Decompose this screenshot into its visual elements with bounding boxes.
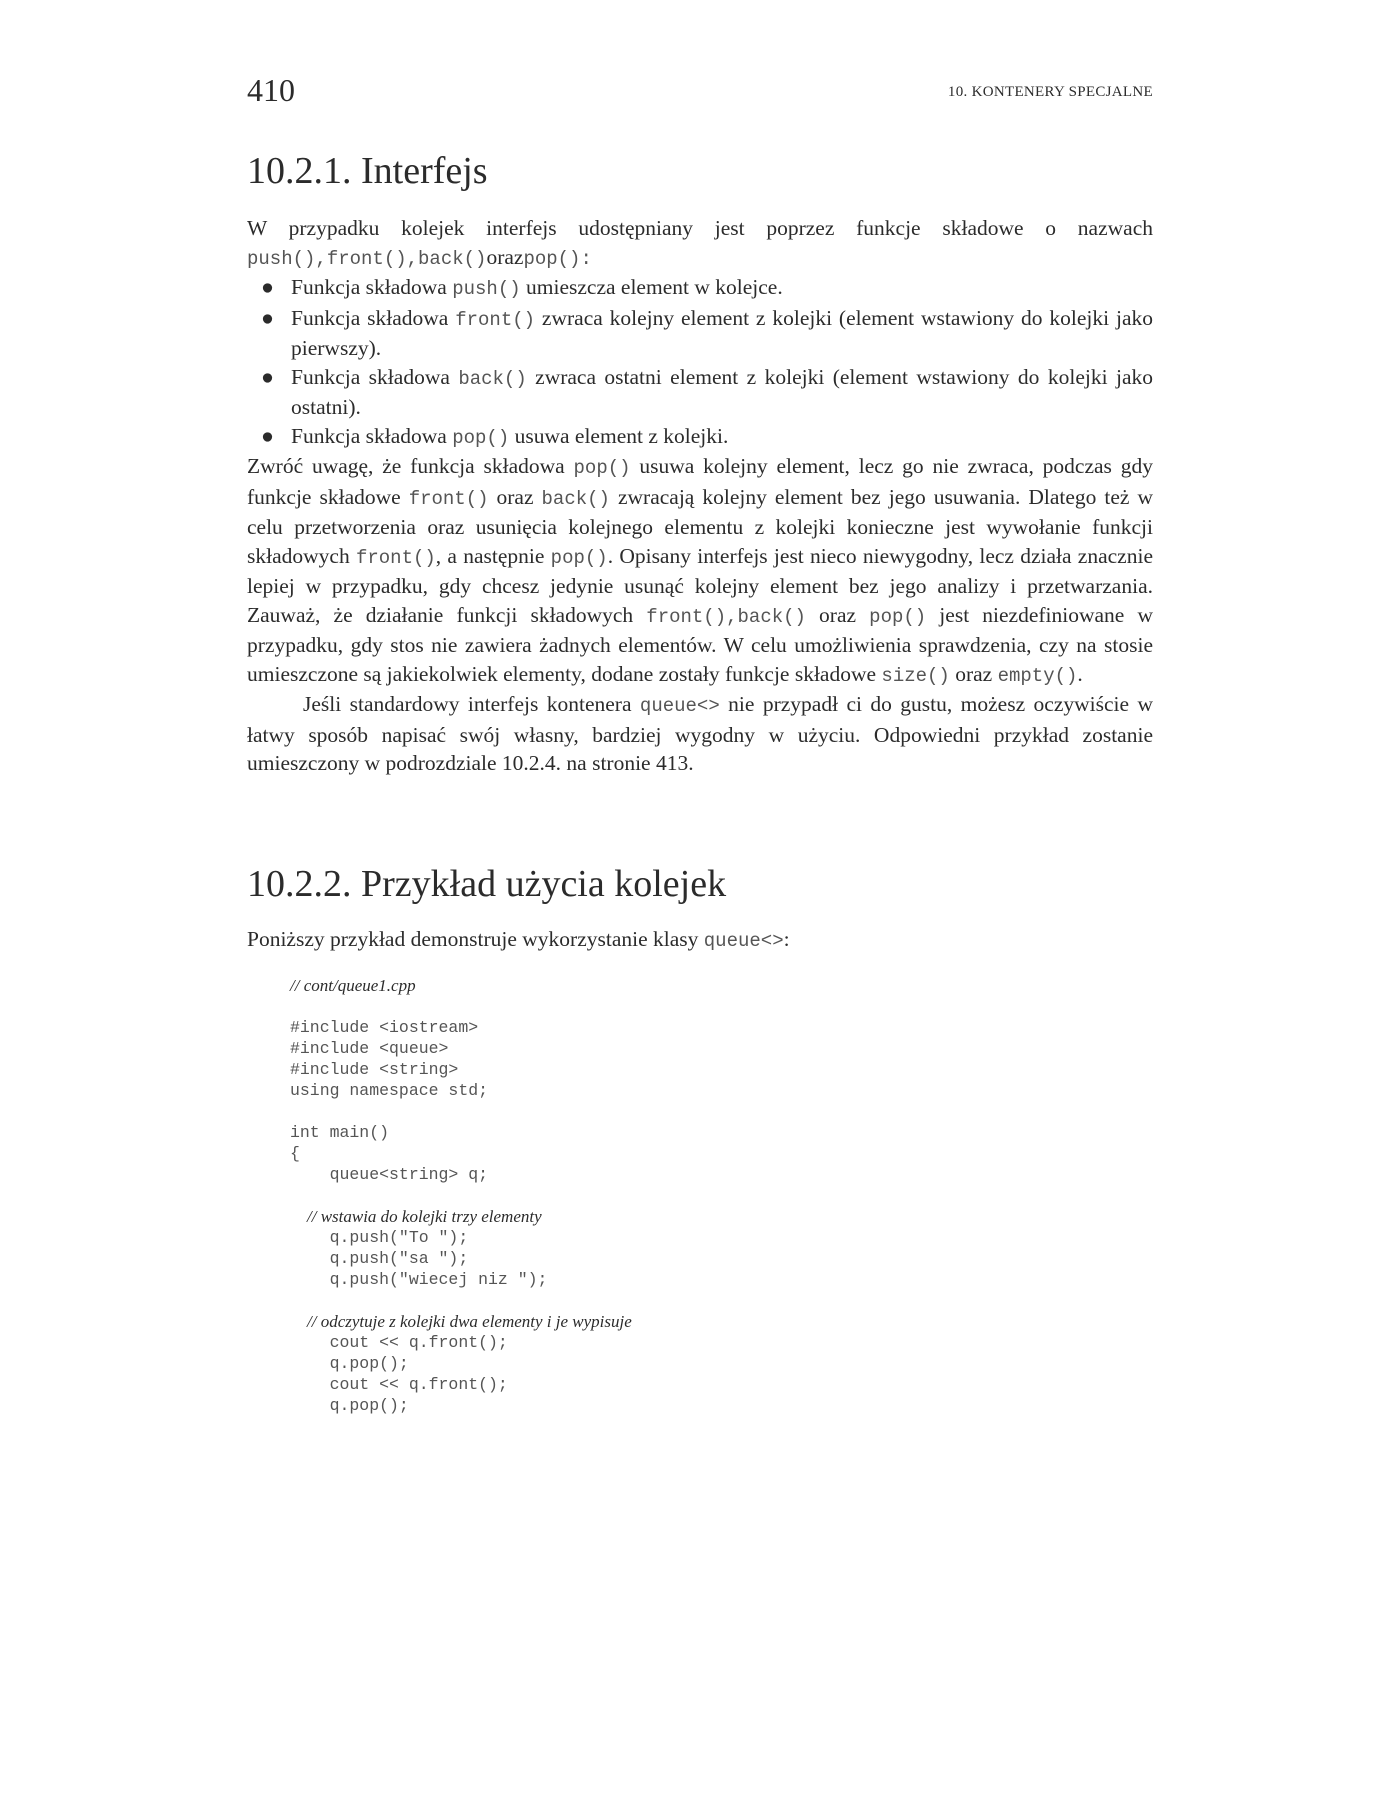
running-head bbox=[247, 70, 1153, 110]
code-line: q.push("sa "); bbox=[290, 1249, 469, 1268]
intro-paragraph: W przypadku kolejek interfejs udostępniany jest poprzez funkcje składowe o nazwach push(),front(),back()orazpop(): bbox=[247, 216, 1153, 270]
bullet-icon: ● bbox=[261, 423, 274, 448]
code-filename: // cont/queue1.cpp bbox=[290, 976, 416, 995]
code-line: int main() bbox=[290, 1123, 390, 1142]
code-line: queue<string> q; bbox=[290, 1165, 489, 1184]
code-line: cout << q.front(); bbox=[290, 1375, 508, 1394]
bullet-icon: ● bbox=[261, 275, 274, 299]
section-heading-interface: 10.2.1. Interfejs bbox=[247, 150, 488, 192]
chapter-title: 10. KONTENERY SPECJALNE bbox=[947, 84, 1153, 100]
code-line: { bbox=[290, 1144, 300, 1163]
member-functions-list bbox=[247, 273, 1153, 452]
code-line: using namespace std; bbox=[290, 1081, 489, 1100]
bullet-icon: ● bbox=[261, 305, 274, 330]
bullet-icon: ● bbox=[261, 364, 274, 389]
intro-paragraph: Poniższy przykład demonstruje wykorzystanie klasy queue<>: bbox=[247, 927, 790, 952]
code-line: #include <queue> bbox=[290, 1039, 449, 1058]
page-number: 410 bbox=[247, 72, 295, 108]
section-example-intro bbox=[247, 925, 1153, 956]
body-paragraph: Jeśli standardowy interfejs kontenera queue<> nie przypadł ci do gustu, możesz oczywiście w łatwy sposób napisać swój własny, bardziej wygodny w użyciu. Odpowiedni przykład zostanie umieszczony w podrozdziale 10.2.4. na stronie 413. bbox=[247, 692, 1153, 775]
section-heading-example: 10.2.2. Przykład użycia kolejek bbox=[247, 863, 727, 905]
code-comment: // odczytuje z kolejki dwa elementy i je wypisuje bbox=[290, 1312, 632, 1331]
list-item: ● Funkcja składowa front() zwraca kolejny element z kolejki (element wstawiony do kolejki jako pierwszy). bbox=[261, 305, 1154, 360]
code-line: #include <string> bbox=[290, 1060, 459, 1079]
code-line: q.pop(); bbox=[290, 1354, 409, 1373]
body-paragraph: Zwróć uwagę, że funkcja składowa pop() usuwa kolejny element, lecz go nie zwraca, podczas gdy funkcje składowe front() oraz back() zwracają kolejny element bez jego usuwania. Dlatego też w celu przetworzenia oraz usunięcia kolejnego elementu z kolejki konieczne jest wywołanie funkcji składowych front(), a następnie pop(). Opisany interfejs jest nieco niewygodny, lecz działa znacznie lepiej w przypadku, gdy chcesz jedynie usunąć kolejny element bez jego analizy i przetwarzania. Zauważ, że działanie funkcji składowych front(),back() oraz pop() jest niezdefiniowane w przypadku, gdy stos nie zawiera żadnych elementów. W celu umożliwienia sprawdzenia, czy na stosie umieszczone są jakiekolwiek elementy, dodane zostały funkcje składowe size() oraz empty(). bbox=[247, 454, 1154, 687]
list-item: ● Funkcja składowa back() zwraca ostatni element z kolejki (element wstawiony do kolejki jako ostatni). bbox=[261, 364, 1154, 419]
code-line: cout << q.front(); bbox=[290, 1333, 508, 1352]
list-item: ● Funkcja składowa pop() usuwa element z kolejki. bbox=[261, 423, 729, 449]
code-line: q.pop(); bbox=[290, 1396, 409, 1415]
code-line: q.push("To "); bbox=[290, 1228, 469, 1247]
code-line: #include <iostream> bbox=[290, 1018, 479, 1037]
list-item: ● Funkcja składowa push() umieszcza element w kolejce. bbox=[261, 275, 783, 300]
section-interface-body bbox=[247, 214, 1153, 778]
code-comment: // wstawia do kolejki trzy elementy bbox=[290, 1207, 542, 1226]
code-line: q.push("wiecej niz "); bbox=[290, 1270, 548, 1289]
code-listing bbox=[290, 975, 1090, 1416]
